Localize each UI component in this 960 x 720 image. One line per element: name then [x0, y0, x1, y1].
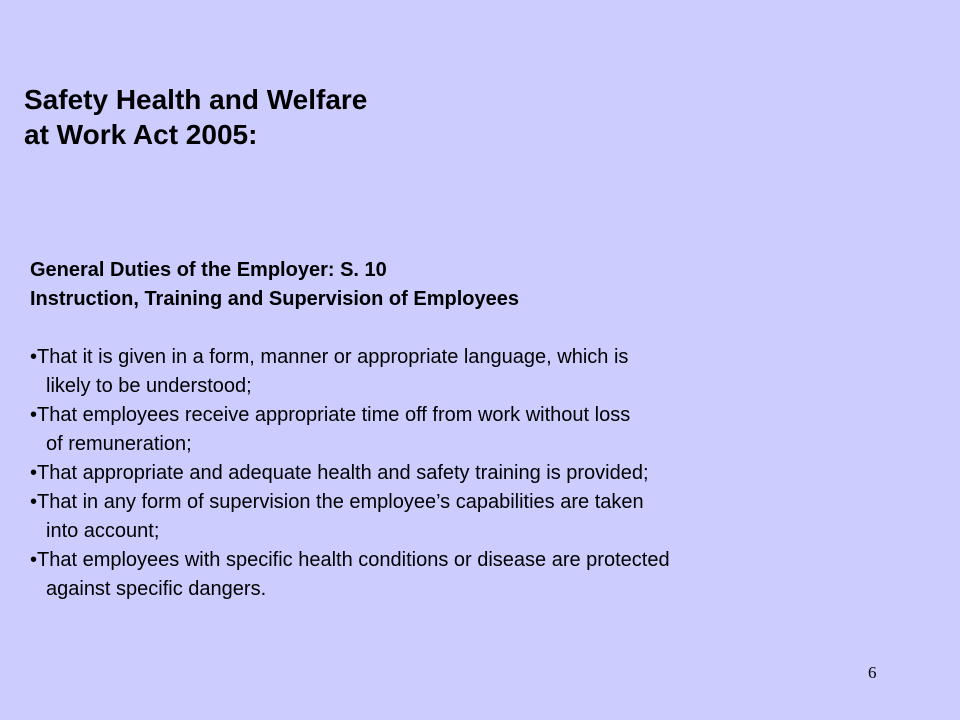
bullet-line: •That in any form of supervision the employee’s capabilities are taken	[30, 491, 644, 513]
bullet-line-continuation: against specific dangers.	[46, 578, 267, 600]
bullet-item-5	[30, 546, 930, 604]
bullet-line-continuation: likely to be understood;	[46, 375, 252, 397]
bullet-item-1	[30, 343, 930, 401]
bullet-item-2	[30, 401, 930, 459]
bullet-line: •That employees receive appropriate time off from work without loss	[30, 404, 631, 426]
slide-body	[30, 256, 930, 604]
slide-title	[24, 82, 724, 152]
bullet-line: •That employees with specific health conditions or disease are protected	[30, 549, 670, 571]
bullet-line-continuation: of remuneration;	[46, 433, 192, 455]
bullet-line-continuation: into account;	[46, 520, 160, 542]
bullet-item-4	[30, 488, 930, 546]
spacer	[30, 314, 930, 343]
section-heading: General Duties of the Employer: S. 10	[30, 259, 387, 281]
title-line-1: Safety Health and Welfare	[24, 84, 368, 115]
bullet-line: •That appropriate and adequate health and safety training is provided;	[30, 462, 649, 484]
bullet-line: •That it is given in a form, manner or appropriate language, which is	[30, 346, 629, 368]
title-line-2: at Work Act 2005:	[24, 119, 258, 150]
bullet-item-3	[30, 459, 930, 488]
section-subheading: Instruction, Training and Supervision of Employees	[30, 288, 519, 310]
page-number: 6	[868, 663, 877, 682]
